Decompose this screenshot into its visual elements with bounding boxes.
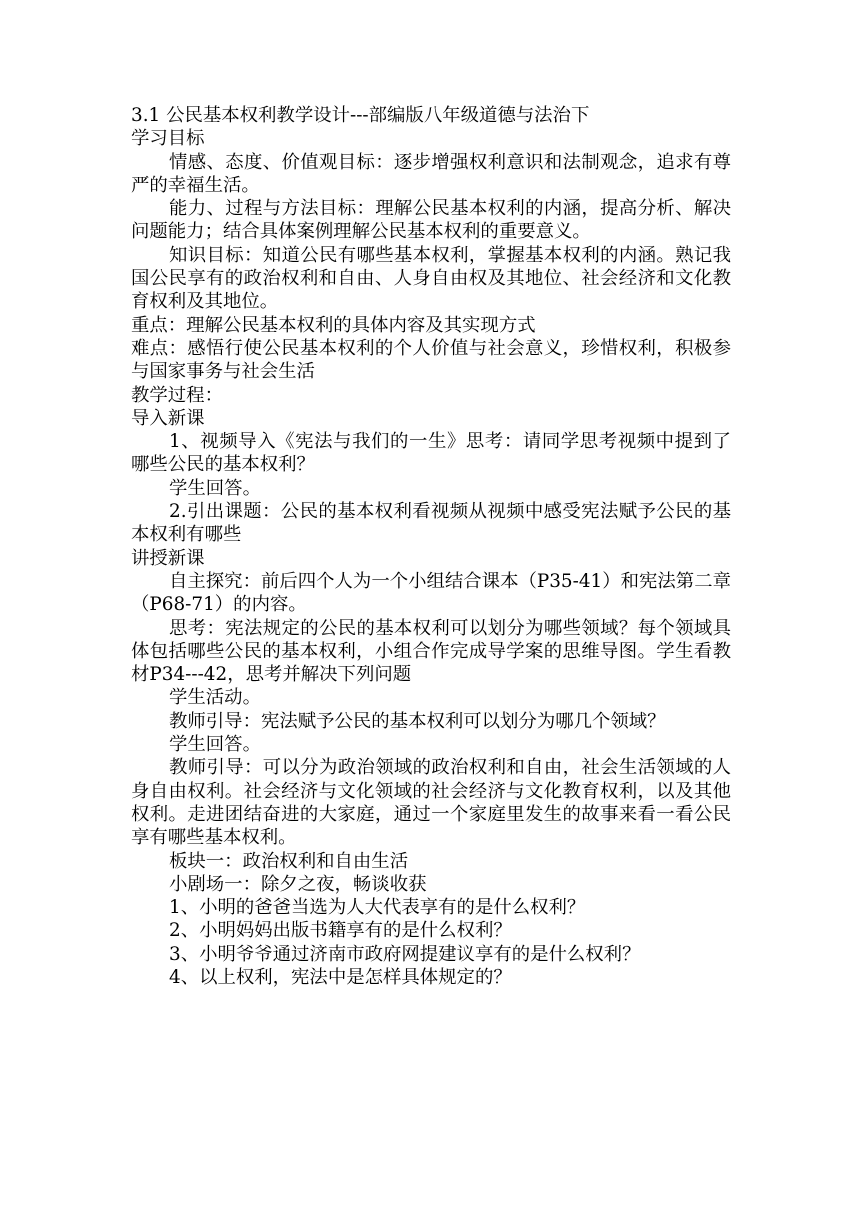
paragraph-student-answer-2: 学生回答。 bbox=[169, 734, 261, 756]
paragraph-video-intro: 1、视频导入《宪法与我们的一生》思考：请同学思考视频中提到了哪些公民的基本权利？ bbox=[131, 431, 731, 476]
list-item-question-4: 4、以上权利，宪法中是怎样具体规定的？ bbox=[169, 966, 512, 988]
list-item-question-1: 1、小明的爸爸当选为人大代表享有的是什么权利？ bbox=[169, 897, 586, 919]
paragraph-block-one: 板块一：政治权利和自由生活 bbox=[169, 850, 409, 872]
paragraph-student-activity: 学生活动。 bbox=[169, 687, 261, 709]
section-heading-new-lesson: 讲授新课 bbox=[131, 547, 205, 569]
paragraph-teacher-guide-2: 教师引导：可以分为政治领域的政治权利和自由，社会生活领域的人身自由权利。社会经济与文化领域的社会经济与文化教育权利，以及其他权利。走进团结奋进的大家庭，通过一个家庭里发生的故事来看一看公民享有哪些基本权利。 bbox=[131, 757, 731, 849]
section-heading-introduction: 导入新课 bbox=[131, 407, 205, 429]
paragraph-theater-one: 小剧场一：除夕之夜，畅谈收获 bbox=[169, 873, 427, 895]
list-item-question-2: 2、小明妈妈出版书籍享有的是什么权利？ bbox=[169, 920, 512, 942]
paragraph-thinking: 思考：宪法规定的公民的基本权利可以划分为哪些领域？每个领域具体包括哪些公民的基本权利，小组合作完成导学案的思维导图。学生看教材P34---42，思考并解决下列问题 bbox=[131, 617, 731, 686]
paragraph-ability-objective: 能力、过程与方法目标：理解公民基本权利的内涵，提高分析、解决问题能力；结合具体案例理解公民基本权利的重要意义。 bbox=[131, 198, 731, 243]
paragraph-teacher-guide-1: 教师引导：宪法赋予公民的基本权利可以划分为哪几个领域？ bbox=[169, 710, 666, 732]
paragraph-student-answer-1: 学生回答。 bbox=[169, 477, 261, 499]
paragraph-difficult-point: 难点：感悟行使公民基本权利的个人价值与社会意义，珍惜权利，积极参与国家事务与社会生活 bbox=[131, 337, 731, 383]
list-item-question-3: 3、小明爷爷通过济南市政府网提建议享有的是什么权利？ bbox=[169, 943, 641, 965]
section-heading-teaching-process: 教学过程： bbox=[131, 384, 223, 406]
document-page bbox=[131, 104, 731, 989]
section-heading-learning-objectives: 学习目标 bbox=[131, 128, 205, 150]
paragraph-knowledge-objective: 知识目标：知道公民有哪些基本权利，掌握基本权利的内涵。熟记我国公民享有的政治权利和自由、人身自由权及其地位、社会经济和文化教育权利及其地位。 bbox=[131, 244, 731, 313]
paragraph-emotion-objective: 情感、态度、价值观目标：逐步增强权利意识和法制观念，追求有尊严的幸福生活。 bbox=[131, 151, 731, 196]
paragraph-self-exploration: 自主探究：前后四个人为一个小组结合课本（P35-41）和宪法第二章（P68-71）的内容。 bbox=[131, 570, 731, 616]
paragraph-key-point: 重点：理解公民基本权利的具体内容及其实现方式 bbox=[131, 314, 536, 336]
document-title: 3.1 公民基本权利教学设计---部编版八年级道德与法治下 bbox=[131, 105, 590, 126]
paragraph-topic-intro: 2.引出课题：公民的基本权利看视频从视频中感受宪法赋予公民的基本权利有哪些 bbox=[131, 501, 731, 546]
